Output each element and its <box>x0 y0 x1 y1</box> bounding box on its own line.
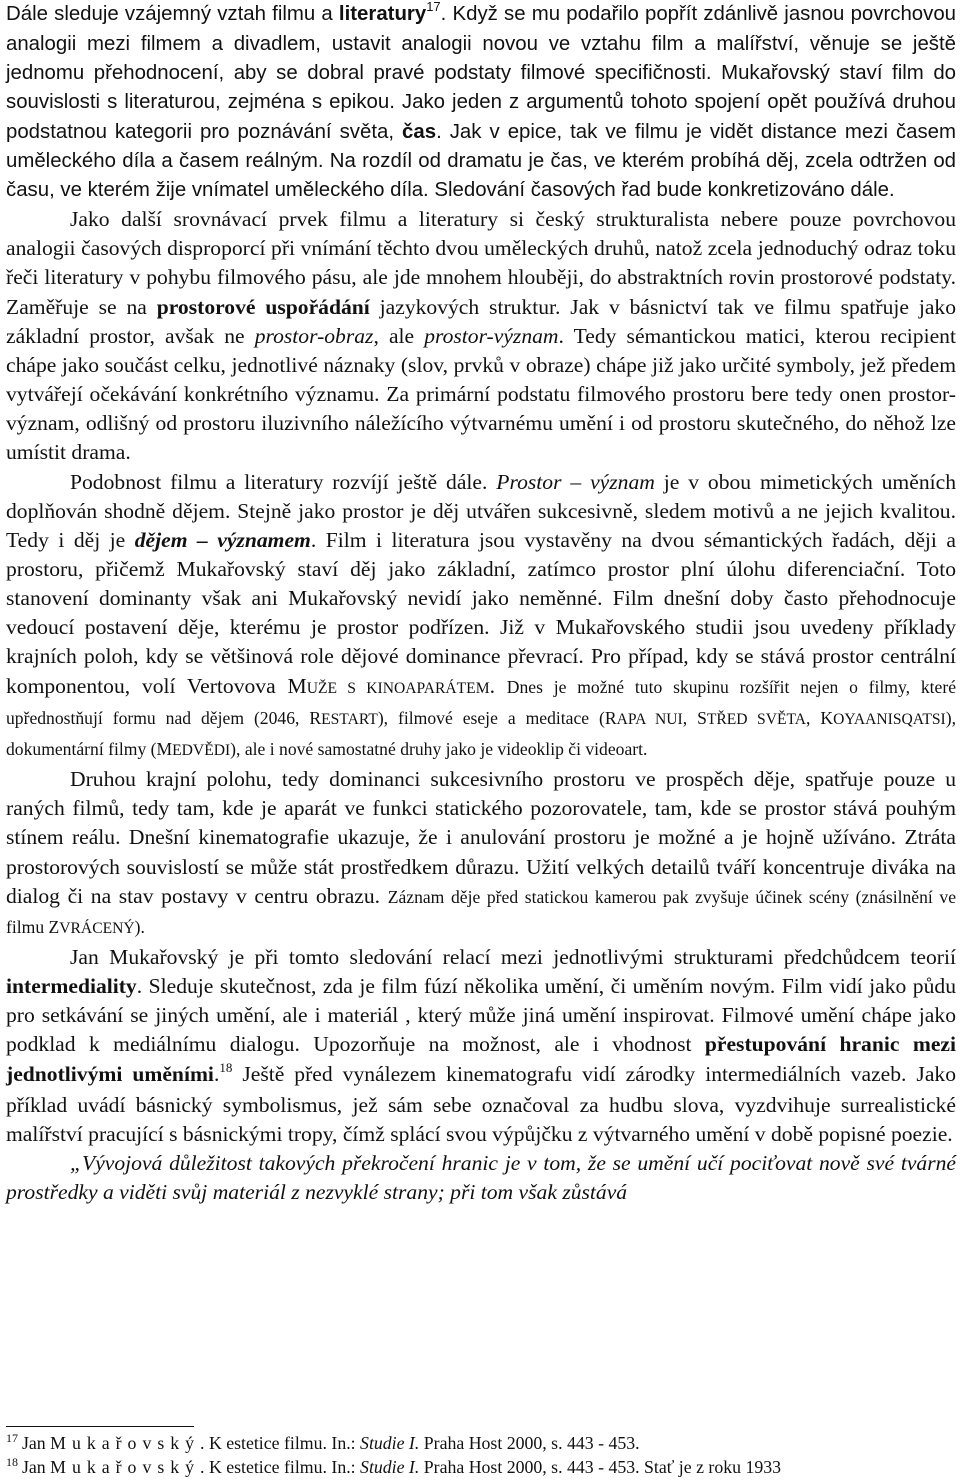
footnote-18 <box>6 1456 956 1480</box>
footnote-17-text-c: Praha Host 2000, s. 443 - 453. <box>419 1433 640 1453</box>
p5-text-a: Jan Mukařovský je při tomto sledování relací mezi jednotlivými strukturami předchůdcem teorií <box>70 945 956 969</box>
p3-film-title-cap: M <box>287 673 307 698</box>
p1-bold-literatury: literatury <box>338 3 427 25</box>
p5-bold-intermediality: intermediality <box>6 974 137 999</box>
footnote-18-italic: Studie I. <box>360 1457 420 1477</box>
p2-italic-2: prostor-význam <box>424 323 559 348</box>
footnote-ref-18[interactable]: 18 <box>219 1059 233 1075</box>
p3-text-b: je v obou mimetických uměních doplňován shodně dějem. Stejně jako prostor je děj utvářen sukcesivně, sledem motivů a ne jejich kvalitou. Tedy i děj je <box>6 469 956 552</box>
p5-text-e: Ještě před vynálezem kinematografu vidí zárodky intermediálních vazeb. Jako příklad uvádí básnický symbolismus, jež sám sebe označoval za hudbu slova, vyzdvihuje surrealistické malířství pracující s básnickými tropy, čímž splácí svou výpůjčku z výtvarného umění v době popisné poezie. <box>6 1061 957 1146</box>
p1-text-b: . Když se mu podařilo popřít zdánlivě jasnou povrchovou analogii mezi filmem a divadlem, ustavit analogii novou ve vztahu film a malířství, věnuje se ještě jednomu přehodnocení, aby se dobral pravé podstaty filmové specifičnosti. <box>6 3 956 85</box>
p3-small-text-4: , K <box>806 707 834 728</box>
p3-small-text-2: ), filmové eseje a meditace (R <box>377 707 617 728</box>
footnote-17-italic: Studie I. <box>360 1433 420 1453</box>
p1-text-d: . Jak v epice, tak ve filmu je vidět distance mezi časem uměleckého díla a časem reálným. Na rozdíl od dramatu je čas, ve kterém probíhá děj, zcela odtržen od času, ve kterém žije vnímatel uměleckého díla. Sledování časových řad bude konkretizováno dále. <box>6 120 957 201</box>
p4-text-a: Druhou krajní polohu, tedy dominanci sukcesivního prostoru ve prospěch děje, spatřuje pouze u raných filmů, tedy tam, kde je aparát ve funkci statického pozorovatele, tam, kde se prostor stává pouhým stínem reálu. Dnešní kinematografie ukazuje, že i anulování prostoru je možné a je hojně užíváno. Ztráta prostorových souvislostí se může stát prostředkem důrazu. Užití velkých detailů tváří koncentruje diváka na dialog či na stav postavy v centru obrazu. <box>6 767 956 908</box>
paragraph-5 <box>6 943 956 1149</box>
p3-text-d: . <box>489 673 507 698</box>
p3-small-sc-5: EDVĚDI <box>172 741 231 759</box>
footnotes <box>6 1432 956 1480</box>
p2-italic-1: prostor-obraz <box>254 323 374 348</box>
footnote-18-text-c: Praha Host 2000, s. 443 - 453. Stať je z roku 1933 <box>419 1457 782 1477</box>
p3-italic: Prostor – význam <box>496 469 655 494</box>
p3-small-text-1: Dnes je možné tuto skupinu rozšířit nejen o filmy, které upřednostňují formu nad dějem (2046, R <box>6 676 956 728</box>
paragraph-2 <box>6 205 956 467</box>
footnote-ref-17[interactable]: 17 <box>426 0 441 14</box>
paragraph-4 <box>6 765 956 943</box>
footnote-18-number: 18 <box>6 1455 18 1469</box>
p2-bold: prostorové uspořádání <box>156 294 370 319</box>
p4-small-text-2: ). <box>134 916 145 937</box>
p2-text-e: . Tedy sémantickou matici, kterou recipient chápe jako součást celku, jednotlivé náznaky (slov, prvků v obraze) chápe již jako určité symboly, jež předem vytvářejí očekávání konkrétního významu. Za primární podstatu filmového prostoru bere tedy onen prostor-význam, odlišný od prostoru iluzivního náležícího výtvarnému umění i od prostoru skutečného, do něhož lze umístit drama. <box>6 323 956 465</box>
p4-small-sc: VRÁCENÝ <box>59 919 135 937</box>
p3-text-c: . Film i literatura jsou vystavěny na dvou sémantických řadách, ději a prostoru, přičemž Mukařovský staví děj jako základní, zatímco prostor plní úlohu diferenciační. Toto stanovení dominanty však ani Mukařovský nevidí jako neměnné. Film dnešní doby často přehodnocuje vedoucí postavení děje, kterému je prostor podřízen. Již v Mukařovského studii jsou uvedeny příklady krajních poloh, kdy se většinová role dějové dominance převrací. Pro případ, kdy se stává prostor centrální komponentou, volí Vertovova <box>6 527 956 698</box>
footnote-separator <box>6 1426 194 1427</box>
p1-bold-cas: čas <box>402 120 437 143</box>
paragraph-1 <box>6 0 956 205</box>
p3-small-sc-2: APA NUI <box>616 710 683 728</box>
footnote-17-text-a: Jan <box>22 1433 51 1453</box>
p3-bold-italic: dějem – významem <box>134 527 311 552</box>
p3-small-sc-1: ESTART <box>321 710 378 728</box>
p5-text-c: . Sleduje skutečnost, zda je film fúzí několika umění, či uměním novým. Film vidí jako půdu pro setkávání se jiných umění, ale i materiál , který může jiná umění inspirovat. Filmové umění chápe jako podklad k mediálnímu dialogu. Upozorňuje na možnost, ale i vhodnost <box>6 974 956 1057</box>
p1-text-c: Mukařovský staví film do souvislosti s literaturou, zejména s epikou. Jako jeden z argumentů tohoto spojení opět používá druhou podstatnou kategorii pro poznávání světa, <box>6 62 956 143</box>
footnote-17-number: 17 <box>6 1431 18 1445</box>
p5-text-d: . <box>213 1061 220 1086</box>
paragraph-6-quote <box>6 1149 956 1207</box>
p3-text-a: Podobnost filmu a literatury rozvíjí ještě dále. <box>70 469 497 494</box>
p3-small-sc-4: OYAANISQATSI <box>833 710 946 728</box>
p5-bold-hranice: přestupování hranic mezi jednotlivými uměními <box>6 1032 956 1086</box>
p3-small-text-6: ), ale i nové samostatné druhy jako je videoklip či videoart. <box>230 738 648 759</box>
body-text <box>6 0 956 1207</box>
p2-text-d: , ale <box>373 323 425 348</box>
p3-small-text-3: , S <box>682 707 707 728</box>
p4-small-text-1: Záznam děje před statickou kamerou pak zvyšuje účinek scény (znásilnění ve filmu Z <box>6 886 957 937</box>
p1-text-a: Dále sleduje vzájemný vztah filmu a <box>6 3 339 25</box>
p6-quote-italic: „Vývojová důležitost takových překročení hranic je v tom, že se umění učí pociťovat nově své tvárné prostředky a viděti svůj materiál z nezvyklé strany; při tom však zůstává <box>6 1151 956 1205</box>
p3-film-title-sc: UŽE S KINOAPARÁTEM <box>306 679 490 697</box>
paragraph-3 <box>6 468 956 766</box>
footnote-17-text-b: . K estetice filmu. In.: <box>200 1433 361 1453</box>
footnote-17 <box>6 1432 956 1456</box>
footnote-18-text-a: Jan <box>22 1457 51 1477</box>
p3-small-sc-3: TŘED SVĚTA <box>706 710 807 728</box>
p3-small-text-5: ), dokumentární filmy (M <box>6 707 956 759</box>
footnote-17-author: Mukařovský <box>50 1433 201 1453</box>
p2-text-a: Jako další srovnávací prvek filmu a literatury si český strukturalista nebere pouze povrchovou analogii časových disproporcí při vnímání těchto dvou uměleckých druhů, natož zcela jednoduchý odraz toku řeči literatury v pohybu filmového pásu, ale jde mnohem hlouběji, do abstraktních rovin prostorové podstaty. Zaměřuje se na <box>6 207 956 319</box>
p2-text-c: jazykových struktur. Jak v básnictví tak ve filmu spatřuje jako základní prostor, avšak ne <box>6 294 957 348</box>
footnote-18-author: Mukařovský <box>50 1457 201 1477</box>
footnote-18-text-b: . K estetice filmu. In.: <box>200 1457 361 1477</box>
